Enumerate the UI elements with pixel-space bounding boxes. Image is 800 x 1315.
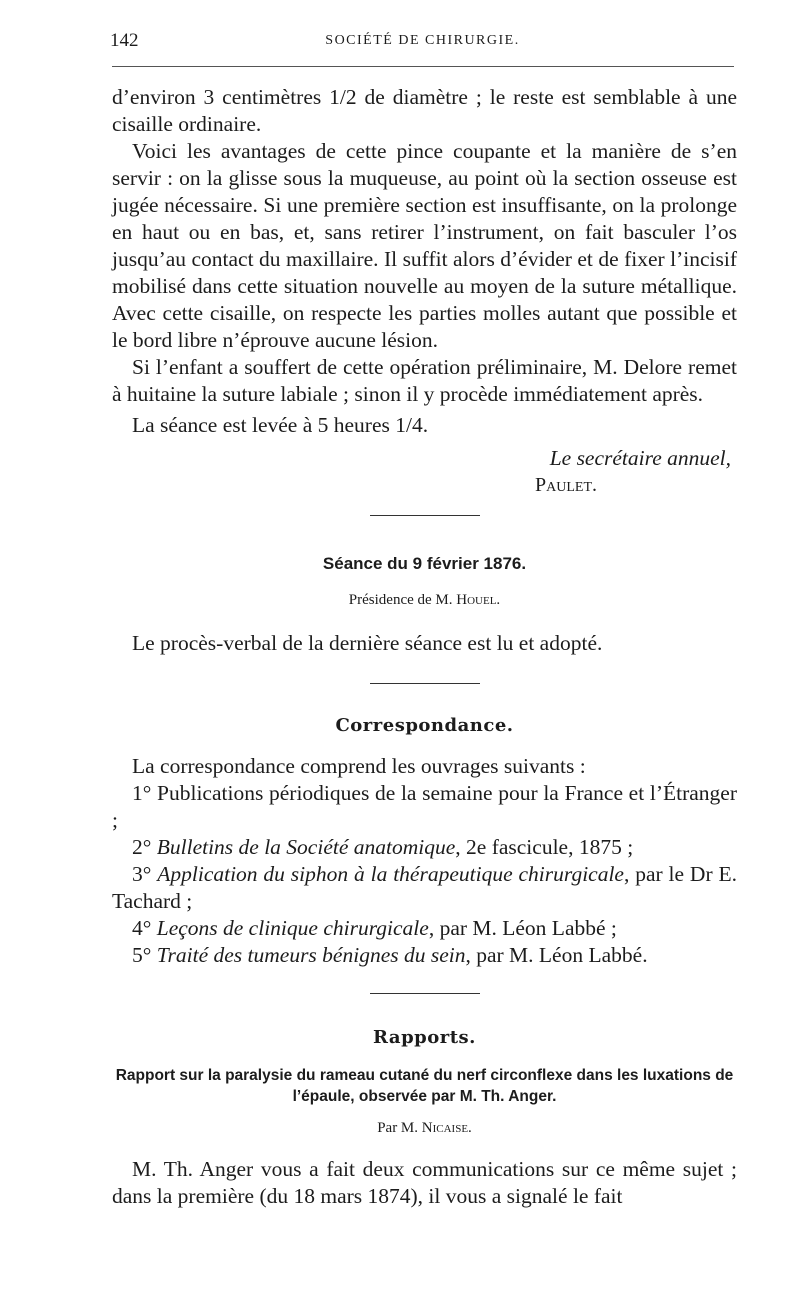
report-title: Rapport sur la paralysie du rameau cutané du nerf circonflexe dans les luxations de l’épaule, observée par M. Th. Anger. bbox=[115, 1067, 734, 1105]
list-item: 3° Application du siphon à la thérapeutique chirurgicale, par le Dr E. Tachard ; bbox=[112, 862, 737, 913]
report-paragraph: M. Th. Anger vous a fait deux communications sur ce même sujet ; dans la première (du 18 mars 1874), il vous a signalé le fait bbox=[112, 1157, 737, 1208]
list-item: 4° Leçons de clinique chirurgicale, par M. Léon Labbé ; bbox=[132, 916, 617, 940]
running-head: SOCIÉTÉ DE CHIRURGIE. bbox=[325, 33, 520, 48]
signature-role: Le secrétaire annuel, bbox=[549, 446, 731, 470]
page-body bbox=[112, 84, 737, 1210]
report-byline: Par M. Nicaise. bbox=[377, 1120, 472, 1136]
paragraph-procedure: Si l’enfant a souffert de cette opération préliminaire, M. Delore remet à huitaine la suture labiale ; sinon il y procède immédiatement après. bbox=[112, 355, 737, 406]
correspondence-heading: Correspondance. bbox=[335, 715, 514, 736]
paragraph-instrument-advantages: Voici les avantages de cette pince coupante et la manière de s’en servir : on la glisse sous la muqueuse, au point où la section osseuse est jugée nécessaire. Si une première section est insuffisante, on la prolonge en haut ou en bas, et, sans retirer l’instrument, on fait basculer l’os jusqu’au contact du maxillaire. Il suffit alors d’évider et de fixer l’incisif mobilisé dans cette situation nouvelle au moyen de la suture métallique. Avec cette cisaille, on respecte les parties molles autant que possible et le bord libre n’éprouve aucune lésion. bbox=[112, 139, 737, 352]
list-item: 2° Bulletins de la Société anatomique, 2e fascicule, 1875 ; bbox=[132, 835, 634, 859]
correspondence-intro: La correspondance comprend les ouvrages suivants : bbox=[132, 754, 586, 778]
session-title: Séance du 9 février 1876. bbox=[322, 554, 527, 573]
list-item: 1° Publications périodiques de la semaine pour la France et l’Étranger ; bbox=[112, 781, 737, 832]
section-divider bbox=[370, 993, 480, 994]
header-rule bbox=[112, 66, 734, 67]
reports-heading: Rapports. bbox=[373, 1027, 476, 1048]
section-divider bbox=[370, 515, 480, 516]
presidency-line: Présidence de M. Houel. bbox=[348, 592, 501, 608]
list-item: 5° Traité des tumeurs bénignes du sein, par M. Léon Labbé. bbox=[132, 943, 648, 967]
page-header bbox=[110, 30, 735, 54]
page-number: 142 bbox=[110, 30, 139, 51]
minutes-statement: Le procès-verbal de la dernière séance est lu et adopté. bbox=[132, 631, 603, 655]
paragraph-adjournment: La séance est levée à 5 heures 1/4. bbox=[132, 413, 429, 437]
section-divider bbox=[370, 683, 480, 684]
signature-name: Paulet. bbox=[535, 474, 597, 496]
paragraph-continuation: d’environ 3 centimètres 1/2 de diamètre ; le reste est semblable à une cisaille ordinaire. bbox=[112, 85, 737, 136]
